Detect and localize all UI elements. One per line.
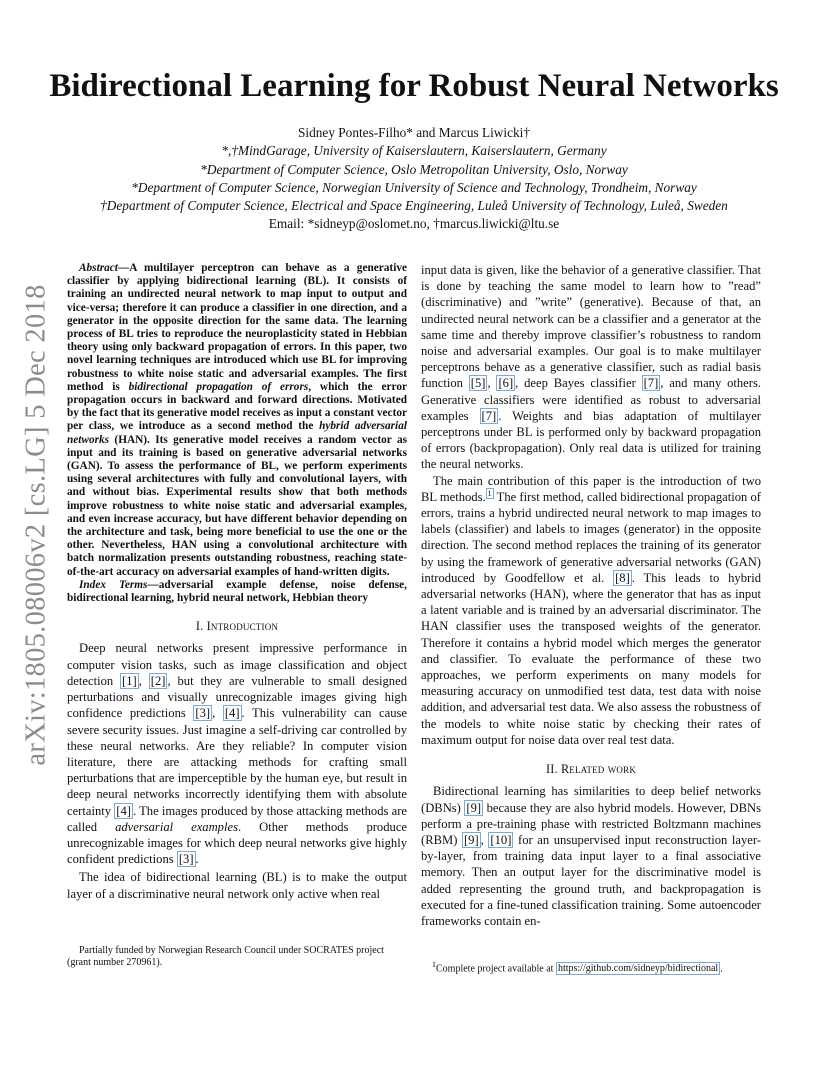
index-terms-label: Index Terms [79,578,148,591]
abstract-text-2: , which the error propagation occurs in backward and forward directions. Motivated by the fact that its generative model receives as input a constant vector per class, we introduce as a second method the [67,380,408,433]
affiliation-2: *Department of Computer Science, Oslo Metropolitan University, Oslo, Norway [200,161,628,177]
author-block [0,124,828,234]
funding-footnote-text: Partially funded by Norwegian Research Council under SOCRATES project (grant number 270961). [67,945,384,969]
citation-link[interactable]: [6] [498,376,514,391]
footnote-link[interactable]: 1 [487,488,492,498]
emphasis: adversarial examples [115,819,238,834]
citation-link[interactable]: [3] [195,706,211,721]
intro-paragraph-3: The main contribution of this paper is the introduction of two BL methods. $^1$ The first method, called bidirectional propagation of errors, trains a hybrid undirected neural network to map images to labels (classifier) and labels to images (generator) in the opposite direction. The second method replaces the training of its generator by using the framework of generative adversarial networks (GAN) introduced by Goodfellow et al. [8] . This leads to hybrid adversarial networks (HAN), where the generator that has as input a latent variable and is trained by an adversarial discriminator. The HAN classifier uses the transposed weights of the generator. Therefore it contains a hybrid model which merges the generator and classifier. To evaluate the performance of these two approaches, we perform experiments on many models for measuring accuracy on unmodified test data, test data with noise addition, and adversarial test data. We also assess the robustness of the models to white noise static by checking their rates of maximum output for noise data over real test data. [421,473,761,747]
affiliation-3: *Department of Computer Science, Norwegian University of Science and Technology, Trondheim, Norway [131,179,697,195]
footnote-end: . [720,963,723,975]
abstract [67,262,407,579]
section-title: Related work [560,762,637,777]
arxiv-identifier [12,284,62,766]
citation-link[interactable]: [9] [463,832,479,847]
citation-link[interactable]: [4] [224,706,240,721]
author-names: Sidney Pontes-Filho* and Marcus Liwicki† [298,125,530,140]
citation-link[interactable]: [9] [466,800,482,815]
paper-title: Bidirectional Learning for Robust Neural Networks [49,68,779,104]
related-paragraph-1: Bidirectional learning has similarities to deep belief networks (DBNs) [9] because they are also hybrid models. However, DBNs perform a pre-training phase with restricted Boltzmann machines (RBM) [9] , [10] for an unsupervised input reconstruction layer-by-layer, from training data input layer to a final associative memory. Then an output layer for the discriminative model is added representing the ground truth, and backpropagation is executed for a fine-tuned classification training. Some autoencoder frameworks contain en- [421,784,761,928]
right-column [421,262,761,929]
section-number: II. [545,762,561,777]
citation-link[interactable]: [5] [470,376,486,391]
abstract-text-3: (HAN). Its generative model receives a random vector as input and its training is based on generative adversarial networks (GAN). To assess the performance of BL, we perform experiments using several architectures with fully and convolutional layers, with and without bias. Experimental results show that both methods improve robustness to white noise static and adversarial examples, and even increase accuracy, but have different behavior depending on the architecture and task, being more beneficial to use the one or the other. Nevertheless, HAN using a convolutional architecture with batch normalization presents outstanding robustness, reaching state-of-the-art accuracy on adversarial examples of hand-written digits. [67,433,407,578]
abstract-emphasis-2: hybrid adversarial networks [67,420,407,446]
abstract-text-1: —A multilayer perceptron can behave as a generative classifier by applying bidirectional learning (BL). It consists of training an undirected neural network to map input to output and vice-versa; therefore it can produce a classifier in one direction, and a generator in the opposite direction for the same data. The learning process of BL tries to reproduce the neuroplasticity stated in Hebbian theory using only backward propagation of errors. In this paper, two novel learning techniques are introduced which use BL for improving robustness to white noise static and adversarial examples. The first method is [67,262,407,393]
footnote-text: Complete project available at [436,963,556,975]
citation-link[interactable]: [7] [481,408,497,423]
intro-paragraph-2: The idea of bidirectional learning (BL) is to make the output layer of a discriminative neural network only active when real [67,870,407,901]
section-heading-introduction [67,618,407,634]
index-terms-text: —adversarial example defense, noise defense, bidirectional learning, hybrid neural network, Hebbian theory [67,578,407,605]
section-number: I. [195,619,207,634]
citation-link[interactable]: [10] [490,832,512,847]
intro-paragraph-2-continued: input data is given, like the behavior of a generative classifier. That is done by teaching the same model to learn how to ”read” (discriminative) and ”write” (generative). Because of that, an undirected neural network can be a classifier and a generator at the same time and thereby improve classifier’s robustness to random noise and adversarial examples. Our goal is to make multilayer perceptrons behave as a generative classifier, such as radial basis function [5] , [6] , deep Bayes classifier [7] , and many others. Generative classifiers were identified as robust to adversarial examples [7] . Weights and bias adaptation of multilayer perceptrons under BL is performed only by backward propagation of errors (backpropagation). Only real data is utilized for training the neural networks. [421,263,762,472]
citation-link[interactable]: [7] [643,376,659,391]
index-terms [67,579,407,605]
intro-paragraph-1: Deep neural networks present impressive performance in computer vision tasks, such as image classification and object detection [1] , [2] , but they are vulnerable to small designed perturbations and visually unrecognizable images giving high confidence predictions [3] , [4] . This vulnerability can cause severe security issues. Just imagine a self-driving car controlled by these neural networks. Are they reliable? In computer vision literature, there are attacking methods for crafting small perturbations that are imperceptible by the human eye, but result in deep neural networks incorrectly identifying them with absolute certainty [4] . The images produced by those attacking methods are called adversarial examples. Other methods produce unrecognizable images for which deep neural networks give highly confident predictions [3] . [67,641,408,867]
funding-footnote [67,945,407,970]
author-email: Email: *sidneyp@oslomet.no, †marcus.liwicki@ltu.se [268,216,560,232]
affiliation-4: †Department of Computer Science, Electrical and Space Engineering, Luleå University of Technology, Luleå, Sweden [100,198,728,214]
citation-link[interactable]: [8] [615,570,630,585]
footnote-mark: 1 [432,960,436,969]
abstract-emphasis-1: bidirectional propagation of errors [128,380,309,393]
affiliation-1: *,†MindGarage, University of Kaiserslautern, Kaiserslautern, Germany [221,143,607,159]
section-title: Introduction [206,619,279,634]
project-footnote [432,959,772,976]
section-heading-related-work [421,761,761,777]
citation-link[interactable]: [2] [150,673,166,688]
github-link[interactable]: https://github.com/sidneyp/bidirectional [557,963,719,975]
citation-link[interactable]: [3] [178,852,194,867]
left-column [67,262,407,902]
citation-link[interactable]: [4] [116,803,131,818]
arxiv-id-text: arXiv:1805.08006v2 [cs.LG] 5 Dec 2018 [21,284,53,766]
citation-link[interactable]: [1] [122,673,137,688]
abstract-label: Abstract [79,262,118,274]
